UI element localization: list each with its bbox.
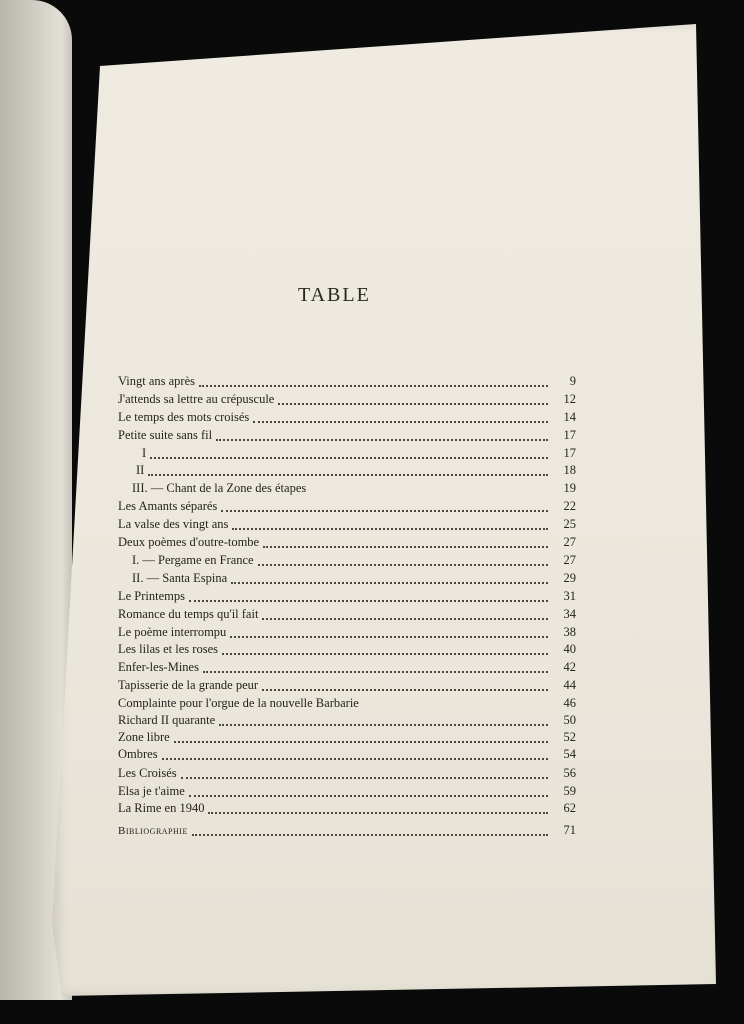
toc-entry-page: 18: [563, 463, 576, 477]
toc-entry-label: Le poème interrompu: [118, 625, 227, 639]
book-page: [52, 24, 716, 996]
toc-entry-page: 59: [563, 784, 576, 798]
toc-entry-page: 50: [563, 713, 576, 727]
toc-entry-label: Tapisserie de la grande peur: [118, 678, 259, 692]
toc-entry-label: Le Printemps: [118, 589, 186, 603]
toc-entry-label: Les Croisés: [118, 766, 177, 780]
toc-entry-page: 27: [563, 553, 576, 567]
toc-entry-label: Deux poèmes d'outre-tombe: [118, 535, 260, 549]
toc-entry-page: 38: [563, 625, 576, 639]
toc-entry-page: 54: [563, 747, 576, 761]
toc-entry-label: Romance du temps qu'il fait: [118, 607, 259, 621]
toc-entry-label: Vingt ans après: [118, 374, 196, 388]
toc-entry-page: 12: [563, 392, 576, 406]
toc-entry-label: II. — Santa Espina: [132, 571, 228, 585]
toc-entry-page: 29: [563, 571, 576, 585]
toc-entry-page: 71: [563, 823, 576, 837]
toc-entry-label: I: [142, 446, 147, 460]
toc-entry-label: Ombres: [118, 747, 158, 761]
toc-entry-page: 17: [563, 428, 576, 442]
toc-entry-label: II: [136, 463, 145, 477]
toc-entry-label: Complainte pour l'orgue de la nouvelle Barbarie: [118, 696, 359, 710]
toc-entry-label: III. — Chant de la Zone des étapes: [132, 481, 307, 495]
toc-entry-label: J'attends sa lettre au crépuscule: [118, 392, 275, 406]
toc-entry-label: Zone libre: [118, 730, 170, 744]
toc-entry-page: 52: [563, 730, 576, 744]
toc-entry-label: Les Amants séparés: [118, 499, 218, 513]
toc-entry-page: 17: [563, 446, 576, 460]
toc-entry-page: 27: [563, 535, 576, 549]
toc-entry-page: 25: [563, 517, 576, 531]
toc-entry-label: Elsa je t'aime: [118, 784, 185, 798]
toc-entry-page: 44: [563, 678, 576, 692]
toc-entry-page: 42: [563, 660, 576, 674]
toc-entry-label: I. — Pergame en France: [132, 553, 254, 567]
toc-entry-label: La valse des vingt ans: [118, 517, 229, 531]
toc-entry-page: 22: [563, 499, 576, 513]
toc-entry-label: La Rime en 1940: [118, 801, 205, 815]
toc-entry-label: Enfer-les-Mines: [118, 660, 199, 674]
toc-entry-label: Petite suite sans fil: [118, 428, 213, 442]
toc-entry-page: 56: [563, 766, 576, 780]
toc-entry-page: 31: [563, 589, 576, 603]
toc-entry-page: 40: [563, 642, 576, 656]
toc-entry-label: Les lilas et les roses: [118, 642, 218, 656]
toc-entry-page: 62: [563, 801, 576, 815]
page-title: TABLE: [298, 284, 371, 306]
toc-entry-page: 46: [563, 696, 576, 710]
toc-entry-label: Le temps des mots croisés: [118, 410, 250, 424]
toc-entry-page: 14: [563, 410, 576, 424]
toc-entry-page: 19: [563, 481, 576, 495]
toc-entry-page: 34: [563, 607, 576, 621]
toc-entry-label: Bibliographie: [118, 825, 188, 837]
toc-entry-page: 9: [569, 374, 576, 388]
toc-entry-label: Richard II quarante: [118, 713, 216, 727]
